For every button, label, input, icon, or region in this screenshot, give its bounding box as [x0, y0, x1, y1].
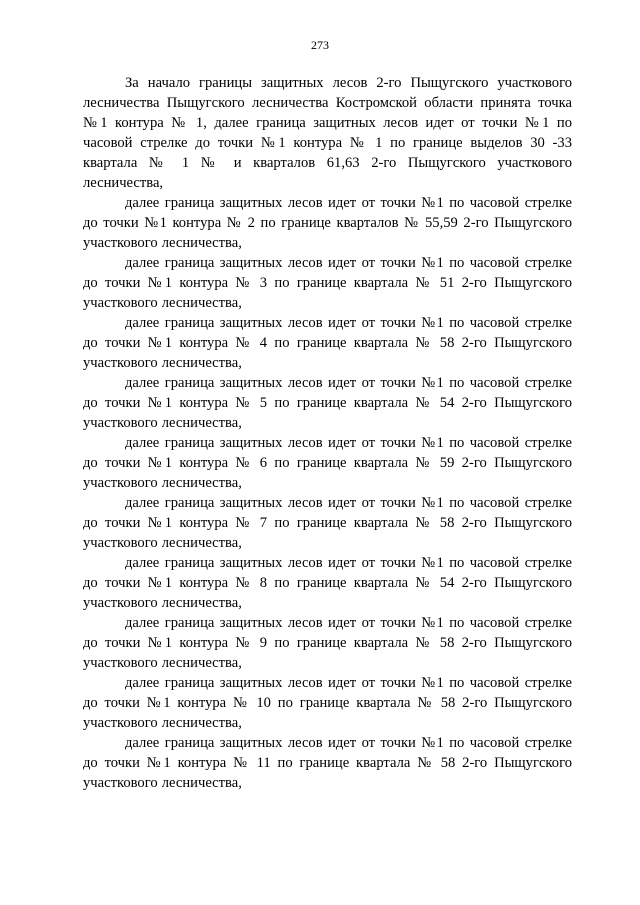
- paragraph-contour-11: далее граница защитных лесов идет от точки №1 по часовой стрелке до точки №1 контура № 11 по границе квартала № 58 2-го Пыщугского участкового лесничества,: [83, 735, 572, 791]
- paragraph-contour-10: далее граница защитных лесов идет от точки №1 по часовой стрелке до точки №1 контура № 10 по границе квартала № 58 2-го Пыщугского участкового лесничества,: [83, 675, 572, 731]
- page-number: 273: [311, 38, 329, 52]
- paragraph-contour-8: далее граница защитных лесов идет от точки №1 по часовой стрелке до точки №1 контура № 8 по границе квартала № 54 2-го Пыщугского участкового лесничества,: [83, 555, 572, 611]
- paragraph-contour-9: далее граница защитных лесов идет от точки №1 по часовой стрелке до точки №1 контура № 9 по границе квартала № 58 2-го Пыщугского участкового лесничества,: [83, 615, 572, 671]
- paragraph-contour-4: далее граница защитных лесов идет от точки №1 по часовой стрелке до точки №1 контура № 4 по границе квартала № 58 2-го Пыщугского участкового лесничества,: [83, 315, 572, 371]
- paragraph-contour-6: далее граница защитных лесов идет от точки №1 по часовой стрелке до точки №1 контура № 6 по границе квартала № 59 2-го Пыщугского участкового лесничества,: [83, 435, 572, 491]
- paragraph-intro: За начало границы защитных лесов 2-го Пыщугского участкового лесничества Пыщугского лесничества Костромской области принята точка №1 контура № 1, далее граница защитных лесов идет от точки №1 по часовой стрелке до точки №1 контура № 1 по границе выделов 30 -33 квартала № 1 № и кварталов 61,63 2-го Пыщугского участкового лесничества,: [83, 75, 572, 191]
- paragraph-contour-3: далее граница защитных лесов идет от точки №1 по часовой стрелке до точки №1 контура № 3 по границе квартала № 51 2-го Пыщугского участкового лесничества,: [83, 255, 572, 311]
- document-body: [83, 73, 572, 793]
- paragraph-contour-7: далее граница защитных лесов идет от точки №1 по часовой стрелке до точки №1 контура № 7 по границе квартала № 58 2-го Пыщугского участкового лесничества,: [83, 495, 572, 551]
- paragraph-contour-5: далее граница защитных лесов идет от точки №1 по часовой стрелке до точки №1 контура № 5 по границе квартала № 54 2-го Пыщугского участкового лесничества,: [83, 375, 572, 431]
- paragraph-contour-2: далее граница защитных лесов идет от точки №1 по часовой стрелке до точки №1 контура № 2 по границе кварталов № 55,59 2-го Пыщугского участкового лесничества,: [83, 195, 572, 251]
